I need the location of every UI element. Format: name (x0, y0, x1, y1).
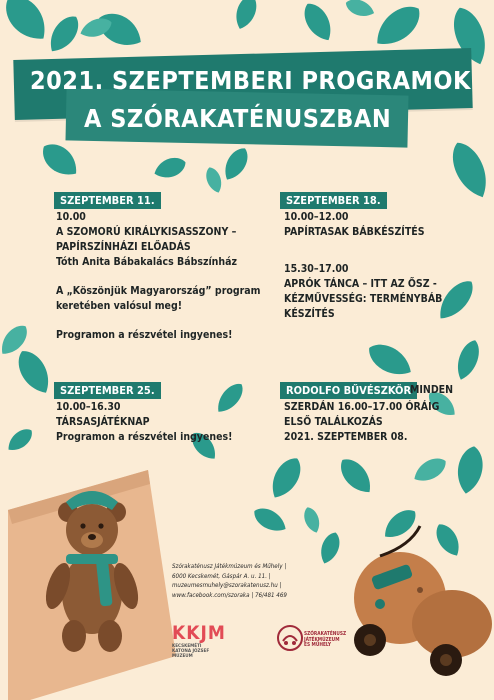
kkjm-logo-text: KKJM (172, 622, 226, 644)
event-performer: Tóth Anita Bábakalács Bábszínház (56, 256, 238, 268)
event-sept-18-details (284, 210, 442, 322)
event-time: 10.00 (56, 211, 86, 223)
program-note-2: keretében valósul meg! (56, 300, 183, 312)
event-title: PAPÍRTASAK BÁBKÉSZÍTÉS (284, 226, 425, 238)
kkjm-logo-sub-1: KECSKEMÉTI (172, 644, 202, 649)
kkjm-logo-sub-2: KATONA JÓZSEF (172, 649, 210, 654)
contact-org: Szórakaténusz Játékmúzeum és Műhely | (172, 563, 287, 570)
event-sept-25-details (56, 400, 232, 445)
szorakatenusz-logo-text (304, 632, 346, 649)
date-tag-sept-18: SZEPTEMBER 18. (280, 192, 387, 209)
event-title-2c: KÉSZÍTÉS (284, 308, 335, 320)
kkjm-logo-sub-3: MÚZEUM (172, 654, 193, 659)
date-tag-sept-11: SZEPTEMBER 11. (54, 192, 161, 209)
contact-address: 6000 Kecskemét, Gáspár A. u. 11. | (172, 572, 271, 580)
bear-illustration (8, 470, 176, 700)
kkjm-logo (172, 622, 226, 659)
tag-rodolfo-magic-club: RODOLFO BŰVÉSZKÖR (280, 382, 417, 399)
event-time: 10.00–16.30 (56, 401, 121, 413)
event-sept-11-details (56, 210, 260, 343)
event-first-date: 2021. SZEPTEMBER 08. (284, 431, 408, 443)
rodolfo-tag-suffix: MINDEN (410, 384, 454, 396)
spacer (56, 314, 260, 328)
date-tag-sept-25: SZEPTEMBER 25. (54, 382, 161, 399)
event-first-meeting: ELSŐ TALÁLKOZÁS (284, 416, 383, 428)
event-time: 10.00–12.00 (284, 211, 349, 223)
toy-car-illustration (354, 526, 492, 676)
event-time-2: 15.30–17.00 (284, 263, 349, 275)
free-entry-note: Programon a részvétel ingyenes! (56, 431, 233, 443)
event-schedule: SZERDÁN 16.00–17.00 ÓRÁIG (284, 401, 440, 413)
szorakatenusz-emblem-icon (276, 624, 304, 652)
spacer (56, 270, 260, 284)
event-title: TÁRSASJÁTÉKNAP (56, 416, 150, 428)
contact-info (172, 562, 287, 600)
event-rodolfo-details (284, 400, 439, 445)
page-title-line-2: A SZÓRAKATÉNUSZBAN (84, 104, 392, 133)
contact-facebook-phone: www.facebook.com/szoraka | 76/481 469 (172, 591, 287, 599)
free-entry-note: Programon a részvétel ingyenes! (56, 329, 233, 341)
page-title-line-1: 2021. SZEPTEMBERI PROGRAMOK (30, 66, 471, 95)
event-title-2b: KÉZMŰVESSÉG: TERMÉNYBÁB (284, 293, 443, 305)
contact-email: muzeumesmuhely@szorakatenusz.hu | (172, 582, 282, 589)
program-note-1: A „Köszönjük Magyarország” program (56, 285, 261, 297)
logo-line-2: JÁTÉKMÚZEUM (304, 637, 340, 643)
szorakatenusz-logo (276, 624, 347, 656)
logo-line-1: SZÓRAKATÉNUSZ (304, 632, 347, 637)
event-title: A SZOMORÚ KIRÁLYKISASSZONY – (56, 226, 237, 238)
event-title-2a: APRÓK TÁNCA – ITT AZ ŐSZ - (284, 278, 437, 290)
logo-line-3: ÉS MŰHELY (304, 643, 332, 649)
event-title-2: PAPÍRSZÍNHÁZI ELŐADÁS (56, 241, 191, 253)
spacer (284, 240, 442, 262)
